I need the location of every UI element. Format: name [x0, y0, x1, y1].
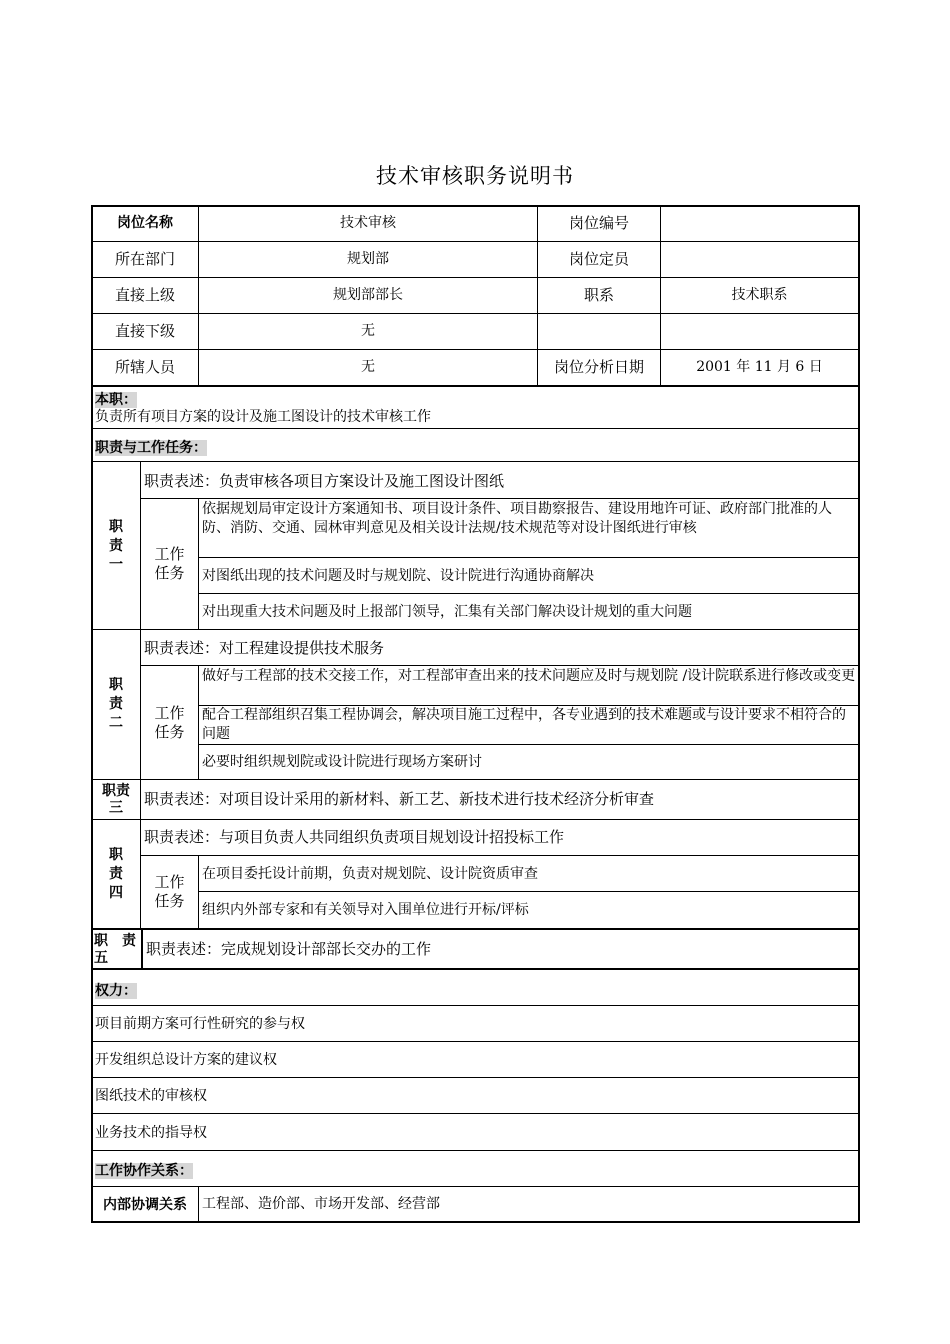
staff-value: 无	[361, 359, 375, 375]
post-no-label: 岗位编号	[568, 214, 629, 232]
resp1-name: 职责一	[109, 518, 123, 573]
quota-value	[661, 242, 858, 277]
resp1-task-1: 依据规划局审定设计方案通知书、项目设计条件、项目勘察报告、建设用地许可证、政府部门批准的人防、消防、交通、园林审判意见及相关设计法规/技术规范等对设计图纸进行审核	[202, 501, 832, 536]
series-label: 职系	[583, 286, 614, 304]
staff-label: 所辖人员	[114, 358, 175, 376]
resp2-name: 职责二	[109, 677, 123, 731]
page-title: 技术审核职务说明书	[376, 164, 574, 188]
superior-label: 直接上级	[114, 286, 175, 304]
responsibilities-label: 职责与工作任务：	[95, 440, 207, 456]
authority-item-3: 图纸技术的审核权	[95, 1088, 207, 1104]
resp4-name: 职责四	[109, 846, 123, 901]
subordinate-value: 无	[361, 323, 375, 339]
resp5-name: 职 责五	[94, 932, 136, 966]
superior-value: 规划部部长	[333, 287, 403, 303]
resp4-desc: 职责表述：与项目负责人共同组织负责项目规划设计招投标工作	[144, 828, 565, 846]
resp1-desc: 职责表述：负责审核各项目方案设计及施工图设计图纸	[144, 472, 505, 490]
resp4-task-2: 组织内外部专家和有关领导对入围单位进行开标/评标	[202, 902, 529, 918]
dept-label: 所在部门	[114, 250, 175, 268]
authority-item-2: 开发组织总设计方案的建议权	[95, 1052, 277, 1068]
quota-label: 岗位定员	[568, 250, 629, 268]
resp5-desc: 职责表述：完成规划设计部部长交办的工作	[146, 940, 432, 958]
duty-text: 负责所有项目方案的设计及施工图设计的技术审核工作	[95, 409, 431, 425]
authority-label: 权力：	[95, 983, 137, 999]
internal-coop-value: 工程部、造价部、市场开发部、经营部	[202, 1196, 440, 1212]
post-name-value: 技术审核	[340, 215, 396, 231]
resp2-task-2: 配合工程部组织召集工程协调会，解决项目施工过程中，各专业遇到的技术难题或与设计要求不相符合的问题	[202, 707, 846, 742]
authority-item-4: 业务技术的指导权	[95, 1125, 207, 1141]
resp4-task-1: 在项目委托设计前期，负责对规划院、设计院资质审查	[202, 866, 538, 882]
post-name-label: 岗位名称	[117, 215, 173, 231]
date-value: 2001 年 11 月 6 日	[696, 359, 823, 375]
resp1-task-label: 工作任务	[154, 545, 185, 582]
cooperation-label: 工作协作关系：	[95, 1163, 193, 1179]
series-value: 技术职系	[731, 287, 788, 303]
internal-coop-label: 内部协调关系	[103, 1196, 187, 1213]
resp4-task-label: 工作任务	[154, 873, 185, 910]
date-label: 岗位分析日期	[553, 358, 644, 376]
dept-value: 规划部	[347, 251, 389, 267]
resp1-task-2: 对图纸出现的技术问题及时与规划院、设计院进行沟通协商解决	[202, 568, 594, 584]
resp1-task-3: 对出现重大技术问题及时上报部门领导，汇集有关部门解决设计规划的重大问题	[202, 604, 692, 620]
resp2-task-label: 工作任务	[154, 703, 185, 741]
authority-item-1: 项目前期方案可行性研究的参与权	[95, 1016, 305, 1032]
resp2-task-1: 做好与工程部的技术交接工作，对工程部审查出来的技术问题应及时与规划院 /设计院联系进行修改或变更	[202, 668, 856, 684]
resp3-desc: 职责表述：对项目设计采用的新材料、新工艺、新技术进行技术经济分析审查	[144, 790, 655, 808]
resp2-desc: 职责表述：对工程建设提供技术服务	[144, 639, 385, 657]
resp3-name: 职责三	[102, 782, 130, 816]
duty-label: 本职：	[95, 392, 137, 408]
resp2-task-3: 必要时组织规划院或设计院进行现场方案研讨	[202, 754, 482, 770]
subordinate-label: 直接下级	[114, 322, 175, 340]
post-no-value	[661, 206, 858, 241]
